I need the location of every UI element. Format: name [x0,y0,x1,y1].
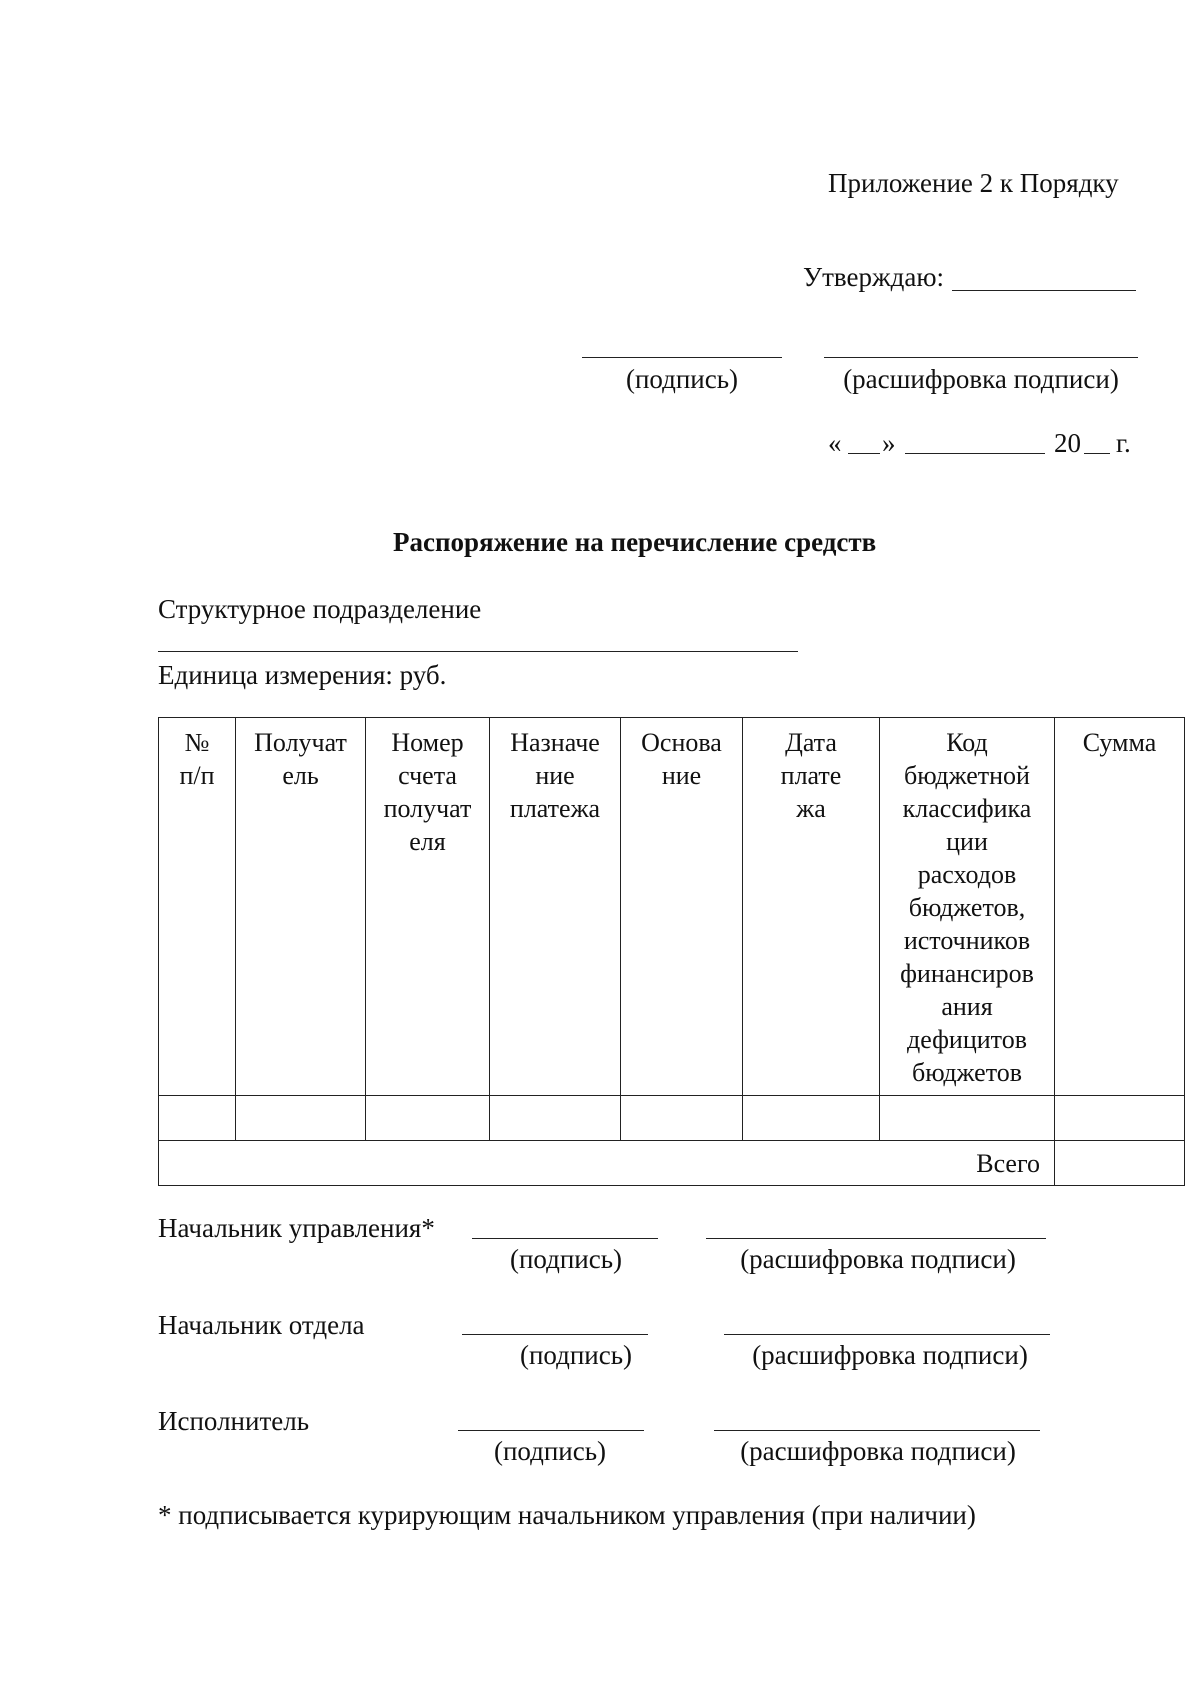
signature-sign-field[interactable] [472,1238,658,1239]
column-header-purpose: Назначе ние платежа [490,718,621,1096]
cell-number[interactable] [159,1096,236,1141]
approve-label: Утверждаю: [803,262,945,292]
column-header-budget-code: Код бюджетной классифика ции расходов бюджетов, источников финансиров ания дефицитов бюджетов [880,718,1055,1096]
unit-label: Единица измерения: руб. [158,660,447,690]
footnote: * подписывается курирующим начальником управления (при наличии) [158,1500,976,1530]
date-year-suffix: г. [1116,428,1131,458]
approver-sign-caption: (подпись) [625,364,739,394]
annex-reference: Приложение 2 к Порядку [828,168,1119,198]
cell-amount[interactable] [1055,1096,1185,1141]
signature-role: Начальник отдела [158,1310,365,1340]
column-header-amount: Сумма [1055,718,1185,1096]
division-field[interactable] [158,651,798,652]
cell-basis[interactable] [621,1096,743,1141]
column-header-number: № п/п [159,718,236,1096]
signature-role: Начальник управления* [158,1213,435,1243]
signature-sign-field[interactable] [462,1334,648,1335]
signature-sign-caption: (подпись) [519,1340,633,1370]
table-header-row [159,718,1185,1096]
approver-decode-caption: (расшифровка подписи) [843,364,1119,394]
signature-sign-caption: (подпись) [509,1244,623,1274]
date-close-quote: » [882,428,896,458]
column-header-basis: Основа ние [621,718,743,1096]
cell-recipient[interactable] [236,1096,366,1141]
cell-purpose[interactable] [490,1096,621,1141]
division-label: Структурное подразделение [158,594,482,624]
signature-decode-field[interactable] [714,1430,1040,1431]
signature-decode-field[interactable] [706,1238,1046,1239]
date-month-field[interactable] [905,453,1045,454]
total-label: Всего [159,1141,1055,1186]
column-header-date: Дата плате жа [743,718,880,1096]
total-amount-cell[interactable] [1055,1141,1185,1186]
approve-field[interactable] [952,290,1136,291]
date-day-field[interactable] [848,453,880,454]
table-row [159,1096,1185,1141]
signature-decode-caption: (расшифровка подписи) [740,1244,1016,1274]
payment-table [158,717,1185,1186]
date-year-field[interactable] [1084,453,1110,454]
signature-decode-caption: (расшифровка подписи) [740,1436,1016,1466]
total-row [159,1141,1185,1186]
signature-role: Исполнитель [158,1406,310,1436]
date-year-prefix: 20 [1054,428,1081,458]
cell-account[interactable] [366,1096,490,1141]
signature-sign-caption: (подпись) [493,1436,607,1466]
signature-decode-field[interactable] [724,1334,1050,1335]
cell-budget-code[interactable] [880,1096,1055,1141]
approver-sign-field[interactable] [582,357,782,358]
approver-decode-field[interactable] [824,357,1138,358]
cell-date[interactable] [743,1096,880,1141]
document-title: Распоряжение на перечисление средств [393,527,877,557]
date-open-quote: « [828,428,842,458]
column-header-recipient: Получат ель [236,718,366,1096]
column-header-account: Номер счета получат еля [366,718,490,1096]
signature-decode-caption: (расшифровка подписи) [752,1340,1028,1370]
signature-sign-field[interactable] [458,1430,644,1431]
